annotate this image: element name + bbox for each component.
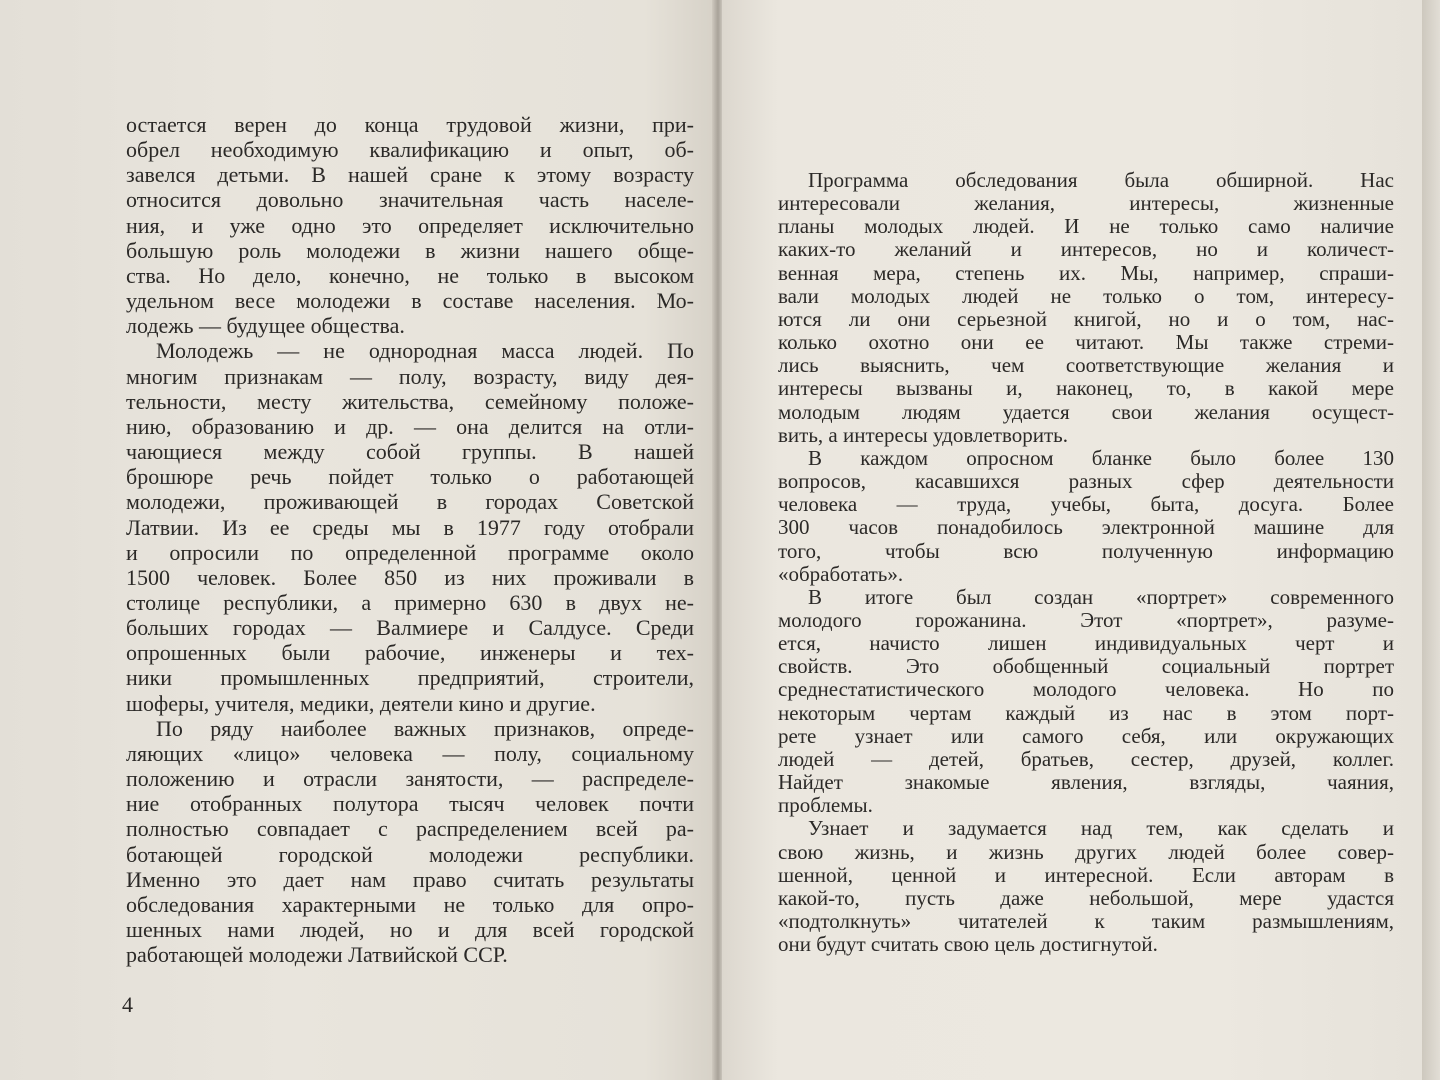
- paragraph: [778, 817, 1394, 956]
- text-line: ется, начисто лишен индивидуальных черт и: [778, 632, 1394, 656]
- text-line: лодежь — будущее общества.: [126, 313, 405, 339]
- text-line: колько охотно они ее читают. Мы также стреми-: [778, 331, 1394, 355]
- text-line: молодежи, проживающей в городах Советской: [126, 489, 694, 515]
- text-line: шоферы, учителя, медики, деятели кино и другие.: [126, 690, 596, 716]
- text-line: обследования характерными не только для опро-: [126, 891, 694, 917]
- text-line: ются ли они серьезной книгой, но и о том, нас-: [778, 307, 1394, 331]
- text-line: шенной, ценной и интересной. Если авторам в: [778, 863, 1394, 887]
- text-line: венная мера, степень их. Мы, например, спраши-: [778, 261, 1394, 285]
- text-line: интересовали желания, интересы, жизненные: [778, 192, 1394, 216]
- text-line: проблемы.: [778, 794, 873, 818]
- text-line: Узнает и задумается над тем, как сделать и: [808, 817, 1394, 841]
- text-line: многим признакам — полу, возрасту, виду дея-: [126, 363, 694, 389]
- text-line: вить, а интересы удовлетворить.: [778, 423, 1068, 447]
- text-line: В итоге был создан «портрет» современного: [808, 585, 1394, 609]
- text-line: свою жизнь, и жизнь других людей более совер-: [778, 840, 1394, 864]
- text-line: чающиеся между собой группы. В нашей: [126, 439, 694, 465]
- text-line: какой-то, пусть даже небольшой, мере удастся: [778, 886, 1394, 910]
- text-line: вали молодых людей не только о том, интересу-: [778, 284, 1394, 308]
- paragraph: [126, 716, 694, 968]
- text-line: остается верен до конца трудовой жизни, при-: [126, 112, 694, 137]
- text-line: полностью совпадает с распределением всей ра-: [126, 816, 694, 842]
- text-line: тельности, месту жительства, семейному положе-: [126, 388, 694, 414]
- text-line: свойств. Это обобщенный социальный портрет: [778, 655, 1394, 679]
- page-number: 4: [122, 992, 133, 1017]
- text-line: планы молодых людей. И не только само наличие: [778, 215, 1394, 239]
- text-line: положению и отрасли занятости, — распределе-: [126, 766, 694, 792]
- text-line: Молодежь — не однородная масса людей. По: [156, 338, 694, 364]
- paragraph: [126, 338, 694, 715]
- text-line: ботающей городской молодежи республики.: [126, 841, 694, 867]
- paragraph: [778, 586, 1394, 818]
- text-line: каких-то желаний и интересов, но и количест-: [778, 238, 1394, 262]
- text-line: среднестатистического молодого человека. Но по: [778, 678, 1394, 702]
- text-line: того, чтобы всю полученную информацию: [778, 539, 1394, 563]
- text-line: ние отобранных полутора тысяч человек почти: [126, 791, 694, 817]
- left-page-text: [126, 112, 694, 967]
- text-line: Найдет знакомые явления, взгляды, чаяния,: [778, 771, 1394, 795]
- text-line: обрел необходимую квалификацию и опыт, об-: [126, 137, 694, 163]
- text-line: лись выяснить, чем соответствующие желания и: [778, 354, 1394, 378]
- text-line: шенных нами людей, но и для всей городской: [126, 917, 694, 942]
- text-line: молодого горожанина. Этот «портрет», разуме-: [778, 608, 1394, 632]
- text-line: относится довольно значительная часть населе-: [126, 187, 694, 213]
- text-line: вопросов, касавшихся разных сфер деятельности: [778, 470, 1394, 494]
- text-line: 300 часов понадобилось электронной машине для: [778, 516, 1394, 540]
- page-edge: [1422, 0, 1440, 1080]
- text-line: они будут считать свою цель достигнутой.: [778, 933, 1158, 957]
- text-line: ства. Но дело, конечно, не только в высоком: [126, 262, 694, 288]
- text-line: Программа обследования была обширной. Нас: [808, 169, 1394, 192]
- text-line: некоторым чертам каждый из нас в этом порт-: [778, 701, 1394, 725]
- text-line: нию, образованию и др. — она делится на отли-: [126, 413, 694, 439]
- text-line: «подтолкнуть» читателей к таким размышлениям,: [778, 910, 1394, 933]
- text-line: ляющих «лицо» человека — полу, социальному: [126, 740, 694, 766]
- text-line: рете узнает или самого себя, или окружающих: [778, 724, 1394, 748]
- text-line: удельном весе молодежи в составе населения. Мо-: [126, 288, 694, 314]
- text-line: людей — детей, братьев, сестер, друзей, коллег.: [778, 747, 1394, 771]
- text-line: завелся детьми. В нашей сране к этому возрасту: [126, 162, 694, 188]
- text-line: молодым людям удается свои желания осущест-: [778, 400, 1394, 424]
- text-line: больших городах — Валмиере и Салдусе. Среди: [126, 615, 694, 641]
- paragraph: [778, 169, 1394, 447]
- text-line: Латвии. Из ее среды мы в 1977 году отобрали: [126, 514, 694, 540]
- text-line: человека — труда, учебы, быта, досуга. Более: [778, 493, 1394, 517]
- text-line: опрошенных были рабочие, инженеры и тех-: [126, 640, 694, 666]
- text-line: В каждом опросном бланке было более 130: [808, 446, 1394, 470]
- text-line: По ряду наиболее важных признаков, опреде-: [156, 715, 694, 741]
- text-line: ния, и уже одно это определяет исключительно: [126, 212, 694, 238]
- text-line: 1500 человек. Более 850 из них проживали в: [126, 564, 694, 590]
- text-line: и опросили по определенной программе около: [126, 539, 694, 565]
- text-line: работающей молодежи Латвийской ССР.: [126, 942, 508, 968]
- text-line: Именно это дает нам право считать результаты: [126, 866, 694, 892]
- text-line: столице республики, а примерно 630 в двух не-: [126, 589, 694, 615]
- text-line: «обработать».: [778, 562, 904, 586]
- text-line: ники промышленных предприятий, строители,: [126, 665, 694, 691]
- text-line: брошюре речь пойдет только о работающей: [126, 464, 694, 490]
- right-page-text: [778, 169, 1394, 956]
- text-line: большую роль молодежи в жизни нашего обще-: [126, 237, 694, 263]
- text-line: интересы вызваны и, наконец, то, в какой мере: [778, 377, 1394, 401]
- paragraph: [126, 112, 694, 338]
- paragraph: [778, 447, 1394, 586]
